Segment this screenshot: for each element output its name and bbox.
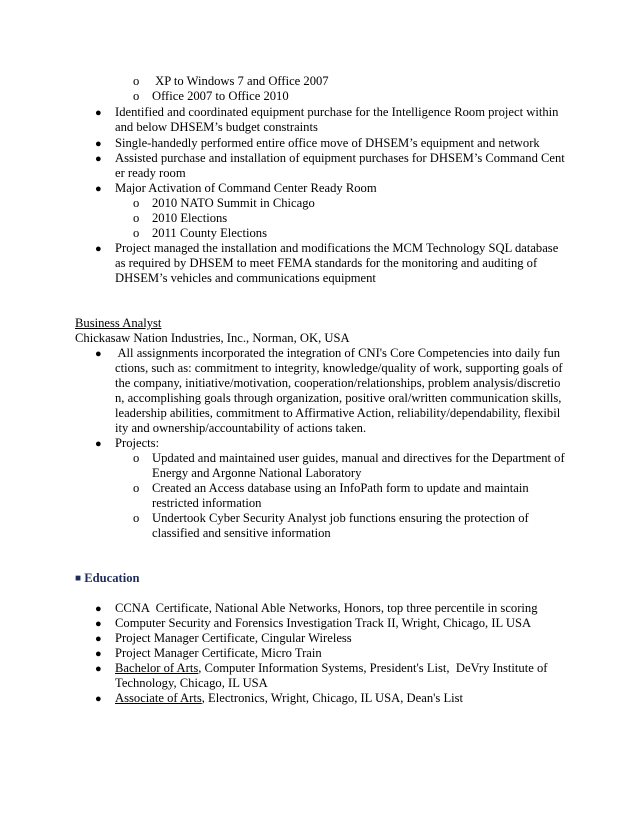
education-item: Project Manager Certificate, Micro Train [115,646,322,660]
bullet-text: as required by DHSEM to meet FEMA standards for the monitoring and auditing of [115,256,538,270]
sub-item-text: 2010 NATO Summit in Chicago [152,196,315,210]
sub-bullet-marker: o [133,451,140,465]
company-line: Chickasaw Nation Industries, Inc., Norman, OK, USA [75,331,350,345]
bullet-text: leadership abilities, commitment to Affirmative Action, reliability/dependability, flexibil [115,406,561,420]
bullet-text: the company, initiative/motivation, cooperation/relationships, problem analysis/discretio [115,376,561,390]
sub-item-text: 2011 County Elections [152,226,267,240]
bullet-dot: ● [95,243,102,255]
bullet-text: and below DHSEM’s budget constraints [115,120,318,134]
sub-bullet-marker: o [133,481,140,495]
bullet-text: ctions, such as: commitment to integrity, knowledge/quality of work, supporting goals of [115,361,563,375]
education-item [115,661,547,676]
bullet-dot: ● [95,138,102,150]
bullet-dot: ● [95,348,102,360]
bullet-text: Project managed the installation and modifications the MCM Technology SQL database [115,241,559,255]
bullet-text: n, accomplishing goals through organization, positive oral/written communication skills, [115,391,562,405]
bullet-dot: ● [95,153,102,165]
square-icon: ■ [75,573,82,584]
education-item-rest: , Electronics, Wright, Chicago, IL USA, Dean's List [201,691,464,705]
education-heading-text: Education [84,571,140,585]
bullet-text: DHSEM’s vehicles and communications equipment [115,271,376,285]
education-item: Project Manager Certificate, Cingular Wireless [115,631,352,645]
sub-item-text: Created an Access database using an InfoPath form to update and maintain [152,481,529,495]
bullet-dot: ● [95,603,102,615]
education-item [115,691,463,706]
bullet-dot: ● [95,107,102,119]
bullet-text: All assignments incorporated the integration of CNI's Core Competencies into daily fun [115,346,561,360]
bullet-text: Assisted purchase and installation of equipment purchases for DHSEM’s Command Cent [115,151,565,165]
bullet-dot: ● [95,183,102,195]
sub-item-text: restricted information [152,496,262,510]
sub-item-text: 2010 Elections [152,211,228,225]
bullet-dot: ● [95,663,102,675]
job-title: Business Analyst [75,316,162,330]
associate-link[interactable]: Associate of Arts [115,691,202,705]
bullet-text: Single-handedly performed entire office move of DHSEM’s equipment and network [115,136,540,150]
education-item: CCNA Certificate, National Able Networks, Honors, top three percentile in scoring [115,601,538,615]
sub-bullet-marker: o [133,196,140,210]
sub-item-text: Office 2007 to Office 2010 [152,89,289,103]
bullet-dot: ● [95,438,102,450]
education-item: Computer Security and Forensics Investigation Track II, Wright, Chicago, IL USA [115,616,532,630]
education-item: Technology, Chicago, IL USA [115,676,268,690]
sub-bullet-marker: o [133,211,140,225]
bullet-text: er ready room [115,166,186,180]
bullet-text: Projects: [115,436,160,450]
bullet-dot: ● [95,693,102,705]
bullet-text: Major Activation of Command Center Ready Room [115,181,377,195]
bullet-dot: ● [95,633,102,645]
sub-bullet-marker: o [133,74,140,88]
education-heading [75,571,140,588]
sub-item-text: XP to Windows 7 and Office 2007 [152,74,329,88]
sub-item-text: Energy and Argonne National Laboratory [152,466,362,480]
sub-item-text: Undertook Cyber Security Analyst job functions ensuring the protection of [152,511,529,525]
sub-bullet-marker: o [133,89,140,103]
sub-item-text: Updated and maintained user guides, manual and directives for the Department of [152,451,565,465]
bullet-dot: ● [95,648,102,660]
bullet-text: Identified and coordinated equipment purchase for the Intelligence Room project within [115,105,559,119]
sub-bullet-marker: o [133,511,140,525]
bullet-text: ity and ownership/accountability of actions taken. [115,421,367,435]
bachelor-link[interactable]: Bachelor of Arts [115,661,199,675]
sub-item-text: classified and sensitive information [152,526,331,540]
sub-bullet-marker: o [133,226,140,240]
bullet-dot: ● [95,618,102,630]
education-item-rest: , Computer Information Systems, President's List, DeVry Institute of [198,661,548,675]
